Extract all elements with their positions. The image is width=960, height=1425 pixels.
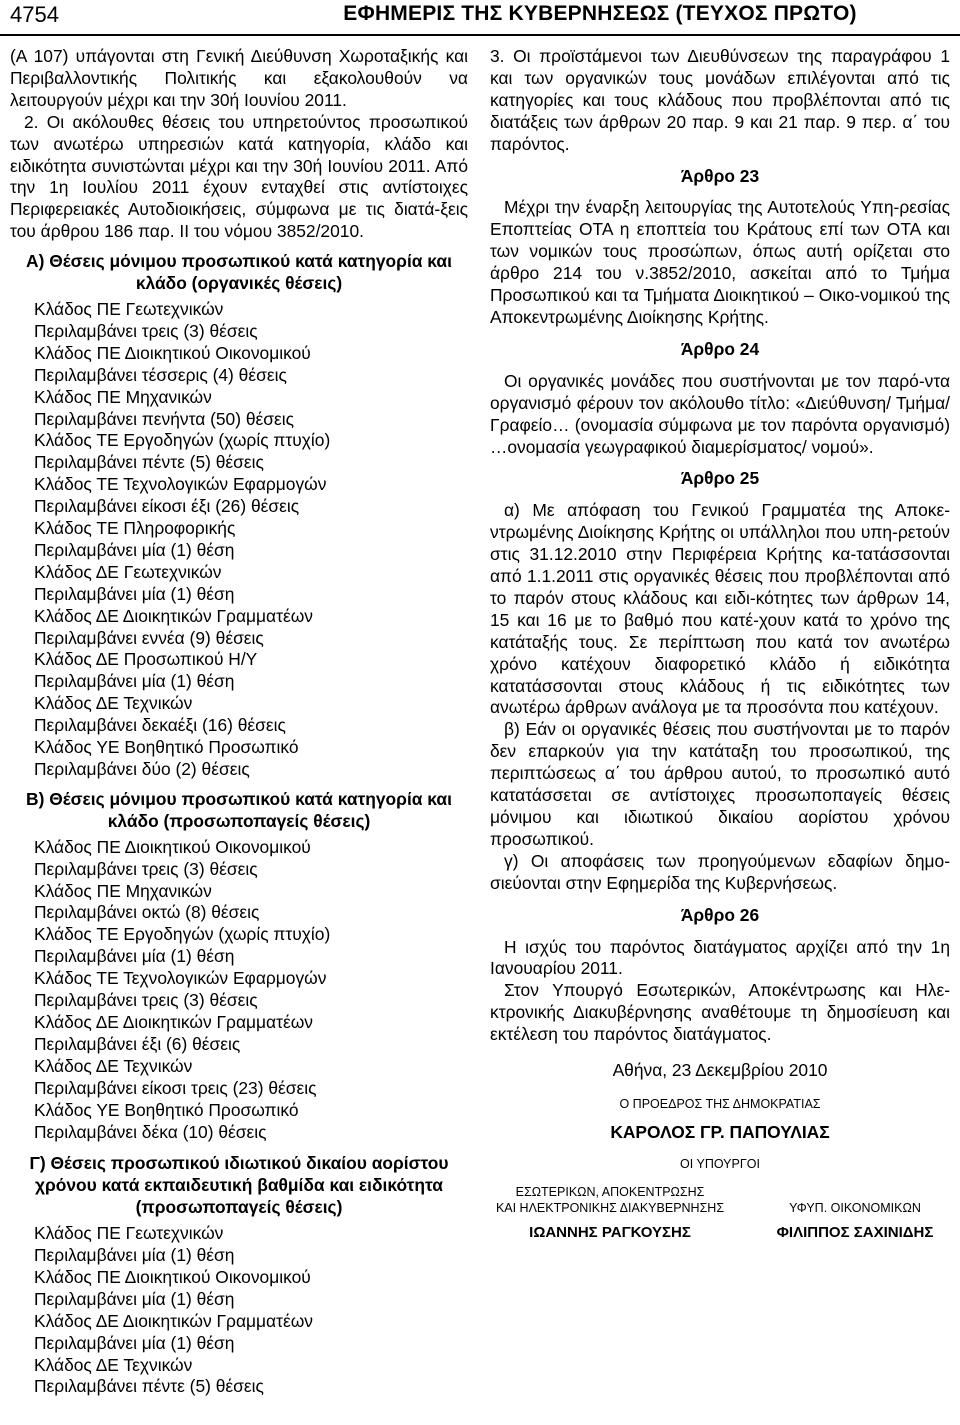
page-number: 4754: [10, 2, 59, 27]
list-item: Περιλαμβάνει είκοσι έξι (26) θέσεις: [34, 496, 300, 517]
place-date: Αθήνα, 23 Δεκεμβρίου 2010: [612, 1060, 828, 1081]
minister-1: [490, 1184, 730, 1244]
list-item: Περιλαμβάνει μία (1) θέση: [34, 671, 235, 692]
signature-block: [490, 1060, 950, 1244]
president-title: Ο ΠΡΟΕΔΡΟΣ ΤΗΣ ΔΗΜΟΚΡΑΤΙΑΣ: [619, 1096, 821, 1111]
list-item: Περιλαμβάνει τέσσερις (4) θέσεις: [34, 364, 287, 385]
article-23-title: Άρθρο 23: [680, 165, 760, 186]
ministers-label: ΟΙ ΥΠΟΥΡΓΟΙ: [680, 1156, 760, 1171]
header-rule: [0, 34, 960, 36]
list-item: Κλάδος ΔΕ Προσωπικού Η/Υ: [34, 649, 258, 670]
list-item: Περιλαμβάνει πενήντα (50) θέσεις: [34, 408, 295, 429]
article-26-text-1: Η ισχύς του παρόντος διατάγματος αρχίζει από την 1η Ιανουαρίου 2011.: [490, 936, 950, 979]
list-item: Περιλαμβάνει οκτώ (8) θέσεις: [34, 902, 260, 923]
article-25-a: α) Με απόφαση του Γενικού Γραμματέα της Αποκε-ντρωμένης Διοίκησης Κρήτης οι υπάλληλοι που υπη-ρετούν στις 31.12.2010 στην Περιφέρεια Κρήτης κα-τατάσσονται από 1.1.2011 στις οργανικές θέσεις που προβλέπονται από το παρόν στους κλάδους και ειδι-κότητες των άρθρων 14, 15 και 16 με το βαθμό που κατέ-χουν κατά το χρόνο της κατάταξής τους. Σε περίπτωση που κατά τον ανωτέρω χρόνο κατέχουν διαφορετικό κλάδο ή ειδικότητα κατατάσσονται στους κλάδους ή τις ειδικότητες των ανωτέρω άρθρων ανάλογα με τα προσόντα που κατέχουν.: [490, 500, 950, 718]
list-item: Περιλαμβάνει τρεις (3) θέσεις: [34, 990, 258, 1011]
section-a-list: [10, 299, 468, 781]
list-item: Κλάδος ΠΕ Μηχανικών: [34, 880, 212, 901]
list-item: Κλάδος ΠΕ Διοικητικού Οικονομικού: [34, 836, 311, 857]
section-c-heading: Γ) Θέσεις προσωπικού ιδιωτικού δικαίου αορίστου χρόνου κατά εκπαιδευτική βαθμίδα και ειδικότητα (προσωποπαγείς θέσεις): [29, 1153, 449, 1218]
list-item: Περιλαμβάνει μία (1) θέση: [34, 539, 235, 560]
list-item: Κλάδος ΠΕ Μηχανικών: [34, 386, 212, 407]
minister-2-name: ΦΙΛΙΠΠΟΣ ΣΑΧΙΝΙΔΗΣ: [776, 1223, 934, 1241]
article-25-b: β) Εάν οι οργανικές θέσεις που συστήνονται με το παρόν δεν επαρκούν για την κατάταξη του προσωπικού, της περιπτώσεως α΄ του άρθρου αυτού, το προσωπικό αυτό κατατάσσεται σε αντίστοιχες προσωποπαγείς θέσεις μόνιμου και ιδιωτικού δικαίου αορίστου χρόνου προσωπικού.: [490, 719, 950, 849]
page-header: [0, 0, 960, 36]
minister-1-name: ΙΩΑΝΝΗΣ ΡΑΓΚΟΥΣΗΣ: [529, 1223, 691, 1241]
list-item: Κλάδος ΔΕ Τεχνικών: [34, 693, 193, 714]
article-24-title: Άρθρο 24: [680, 338, 760, 359]
list-item: Περιλαμβάνει δέκα (10) θέσεις: [34, 1121, 267, 1142]
article-23-text: Μέχρι την έναρξη λειτουργίας της Αυτοτελούς Υπη-ρεσίας Εποπτείας ΟΤΑ η εποπτεία του Κράτους επί των ΟΤΑ και των νομικών τους προσώπων, όπως αυτή ορίζεται στο άρθρο 214 του ν.3852/2010, ασκείται από το Τμήμα Προσωπικού και τα Τμήματα Διοικητικού – Οικο-νομικού της Αποκεντρωμένης Διοίκησης Κρήτης.: [490, 197, 950, 327]
gazette-title: ΕΦΗΜΕΡΙΣ ΤΗΣ ΚΥΒΕΡΝΗΣΕΩΣ (ΤΕΥΧΟΣ ΠΡΩΤΟ): [343, 2, 857, 25]
list-item: Περιλαμβάνει μία (1) θέση: [34, 1245, 235, 1266]
list-item: Περιλαμβάνει μία (1) θέση: [34, 583, 235, 604]
list-item: Περιλαμβάνει τρεις (3) θέσεις: [34, 320, 258, 341]
list-item: Κλάδος ΔΕ Διοικητικών Γραμματέων: [34, 1011, 313, 1032]
article-26-title: Άρθρο 26: [680, 904, 760, 925]
article-24-text: Οι οργανικές μονάδες που συστήνονται με τον παρό-ντα οργανισμό φέρουν τον ακόλουθο τίτλο: «Διεύθυνση/ Τμήμα/Γραφείο… (ονομασία σύμφωνα με τον παρόντα οργανισμό) …ονομασία γεωγραφικού διαμερίσματος/ νομού».: [490, 370, 950, 457]
president-name: ΚΑΡΟΛΟΣ ΓΡ. ΠΑΠΟΥΛΙΑΣ: [610, 1121, 830, 1142]
article-25-c: γ) Οι αποφάσεις των προηγούμενων εδαφίων δημο-σιεύονται στην Εφημερίδα της Κυβερνήσεως.: [490, 850, 950, 893]
list-item: Κλάδος ΤΕ Τεχνολογικών Εφαρμογών: [34, 968, 327, 989]
list-item: Κλάδος ΔΕ Τεχνικών: [34, 1055, 193, 1076]
section-a-heading: Α) Θέσεις μόνιμου προσωπικού κατά κατηγορία και κλάδο (οργανικές θέσεις): [26, 251, 452, 294]
list-item: Περιλαμβάνει μία (1) θέση: [34, 1288, 235, 1309]
list-item: Κλάδος ΠΕ Διοικητικού Οικονομικού: [34, 1266, 311, 1287]
list-item: Κλάδος ΠΕ Γεωτεχνικών: [34, 298, 224, 319]
list-item: Κλάδος ΥΕ Βοηθητικό Προσωπικό: [34, 737, 299, 758]
list-item: Περιλαμβάνει δεκαέξι (16) θέσεις: [34, 715, 286, 736]
right-column: [490, 46, 950, 1244]
list-item: Κλάδος ΔΕ Γεωτεχνικών: [34, 561, 222, 582]
minister-2: [760, 1200, 950, 1244]
section-b-list: [10, 837, 468, 1144]
minister-1-title-line-1: ΕΣΩΤΕΡΙΚΩΝ, ΑΠΟΚΕΝΤΡΩΣΗΣ: [515, 1184, 705, 1199]
list-item: Περιλαμβάνει εννέα (9) θέσεις: [34, 627, 264, 648]
list-item: Κλάδος ΤΕ Εργοδηγών (χωρίς πτυχίο): [34, 924, 331, 945]
section-b-heading: Β) Θέσεις μόνιμου προσωπικού κατά κατηγορία και κλάδο (προσωποπαγείς θέσεις): [26, 788, 452, 831]
list-item: Κλάδος ΥΕ Βοηθητικό Προσωπικό: [34, 1099, 299, 1120]
list-item: Περιλαμβάνει δύο (2) θέσεις: [34, 759, 250, 779]
left-column: [10, 46, 468, 1398]
section-c-list: [10, 1223, 468, 1398]
minister-2-title: ΥΦΥΠ. ΟΙΚΟΝΟΜΙΚΩΝ: [789, 1200, 921, 1215]
list-item: Περιλαμβάνει μία (1) θέση: [34, 1332, 235, 1353]
list-item: Κλάδος ΔΕ Τεχνικών: [34, 1354, 193, 1375]
list-item: Κλάδος ΤΕ Εργοδηγών (χωρίς πτυχίο): [34, 430, 331, 451]
list-item: Περιλαμβάνει τρεις (3) θέσεις: [34, 858, 258, 879]
list-item: Περιλαμβάνει έξι (6) θέσεις: [34, 1033, 241, 1054]
minister-1-title-line-2: ΚΑΙ ΗΛΕΚΤΡΟΝΙΚΗΣ ΔΙΑΚΥΒΕΡΝΗΣΗΣ: [495, 1200, 725, 1215]
intro-paragraph: (Α 107) υπάγονται στη Γενική Διεύθυνση Χωροταξικής και Περιβαλλοντικής Πολιτικής και εξακολουθούν να λειτουργούν μέχρι και την 30ή Ιουνίου 2011.: [10, 46, 468, 110]
article-26-text-2: Στον Υπουργό Εσωτερικών, Αποκέντρωσης και Ηλε-κτρονικής Διακυβέρνησης αναθέτουμε τη δημοσίευση και εκτέλεση του παρόντος διατάγματος.: [490, 980, 950, 1045]
list-item: Κλάδος ΠΕ Γεωτεχνικών: [34, 1223, 224, 1244]
list-item: Περιλαμβάνει πέντε (5) θέσεις: [34, 1376, 264, 1397]
list-item: Κλάδος ΤΕ Πληροφορικής: [34, 518, 236, 539]
list-item: Περιλαμβάνει πέντε (5) θέσεις: [34, 452, 264, 473]
list-item: Περιλαμβάνει είκοσι τρεις (23) θέσεις: [34, 1077, 317, 1098]
list-item: Περιλαμβάνει μία (1) θέση: [34, 946, 235, 967]
paragraph-2: 2. Οι ακόλουθες θέσεις του υπηρετούντος προσωπικού των ανωτέρω υπηρεσιών κατά κατηγορία, κλάδο και ειδικότητα συνιστώνται μέχρι και την 30ή Ιουνίου 2011. Από την 1η Ιουλίου 2011 έχουν ενταχθεί στις αντίστοιχες Περιφερειακές Αυτοδιοικήσεις, σύμφωνα με τις διατά-ξεις του άρθρου 186 παρ. ΙΙ του νόμου 3852/2010.: [10, 111, 468, 242]
article-25-title: Άρθρο 25: [680, 468, 760, 489]
ministers-row: [490, 1184, 950, 1244]
list-item: Κλάδος ΤΕ Τεχνολογικών Εφαρμογών: [34, 474, 327, 495]
list-item: Κλάδος ΔΕ Διοικητικών Γραμματέων: [34, 1310, 313, 1331]
list-item: Κλάδος ΠΕ Διοικητικού Οικονομικού: [34, 342, 311, 363]
list-item: Κλάδος ΔΕ Διοικητικών Γραμματέων: [34, 605, 313, 626]
paragraph-3: 3. Οι προϊστάμενοι των Διευθύνσεων της παραγράφου 1 και των οργανικών τους μονάδων επιλέγονται από τις κατηγορίες και τους κλάδους που προβλέπονται από τις διατάξεις των άρθρων 20 παρ. 9 και 21 παρ. 9 περ. α΄ του παρόντος.: [490, 46, 950, 154]
